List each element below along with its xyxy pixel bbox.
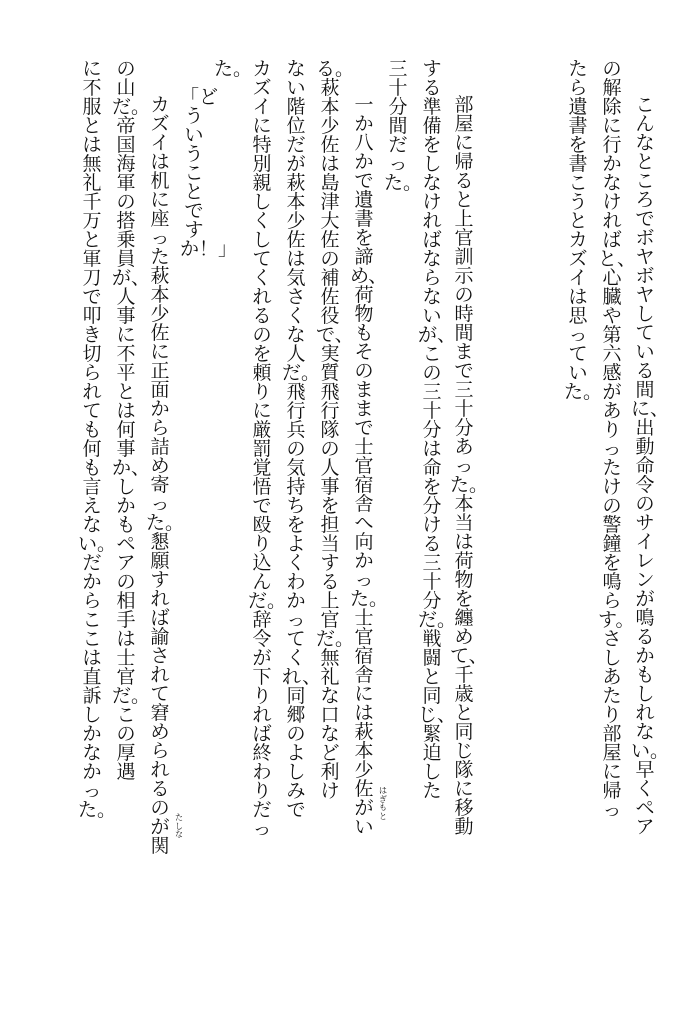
text-column: する準備をしなければならないが、この三十分は命を分ける三十分だ。戦闘と同じ、緊迫した: [418, 58, 457, 802]
text-column: たら遺書を書こうとカズイは思っていた。: [564, 58, 603, 403]
text-column: ない階位だが萩本少佐は気さくな人だ。飛行兵の気持ちをよくわかってくれ、同郷のよしみで: [282, 58, 322, 821]
text-column: こんなところでボヤボヤしている間に、出動命令のサイレンが鳴るかもしれない。早くペア: [631, 94, 670, 838]
text-column: 部屋に帰ると上官訓示の時間まで三十分あった。本当は荷物を纏めて、千歳と同じ隊に移動: [450, 94, 489, 838]
ruby-annotation: はぎもと: [379, 786, 387, 821]
text-column: た。: [214, 58, 253, 80]
text-column: に不服とは無礼千万と軍刀で叩き切られても何も言えない。だからここは直訴しかなかった。: [78, 58, 117, 821]
text-column: る。萩本少佐は島津大佐の補佐役で、実質飛行隊の人事を担当する上官だ。無礼な口など利け: [316, 58, 355, 802]
text-column: カズイに特別親しくしてくれるのを頼りに厳罰覚悟で殴り込んだ。辞令が下りれば終わりだっ: [248, 58, 287, 840]
text-column: 一か八かで遺書を諦め、荷物もそのままで士官宿舎へ向かった。士官宿舎には萩本少佐がい: [350, 94, 389, 838]
ruby-annotation: たしな: [175, 813, 183, 839]
text-column: の解除に行かなければと、心臓や第六感がありったけの警鐘を鳴らす。さしあたり部屋に帰っ: [598, 58, 637, 821]
text-column: の山だ。帝国海軍の搭乗員が、人事に不平とは何事か、しかもペアの相手は士官だ。この厚遇: [112, 58, 151, 783]
text-column: 三十分間だった。: [384, 58, 423, 194]
text-column: カズイは机に座った萩本少佐に正面から詰め寄った。懇願すれば諭されて窘められるのが関: [146, 94, 185, 857]
text-column: 「どういうことですか！」: [180, 86, 238, 260]
